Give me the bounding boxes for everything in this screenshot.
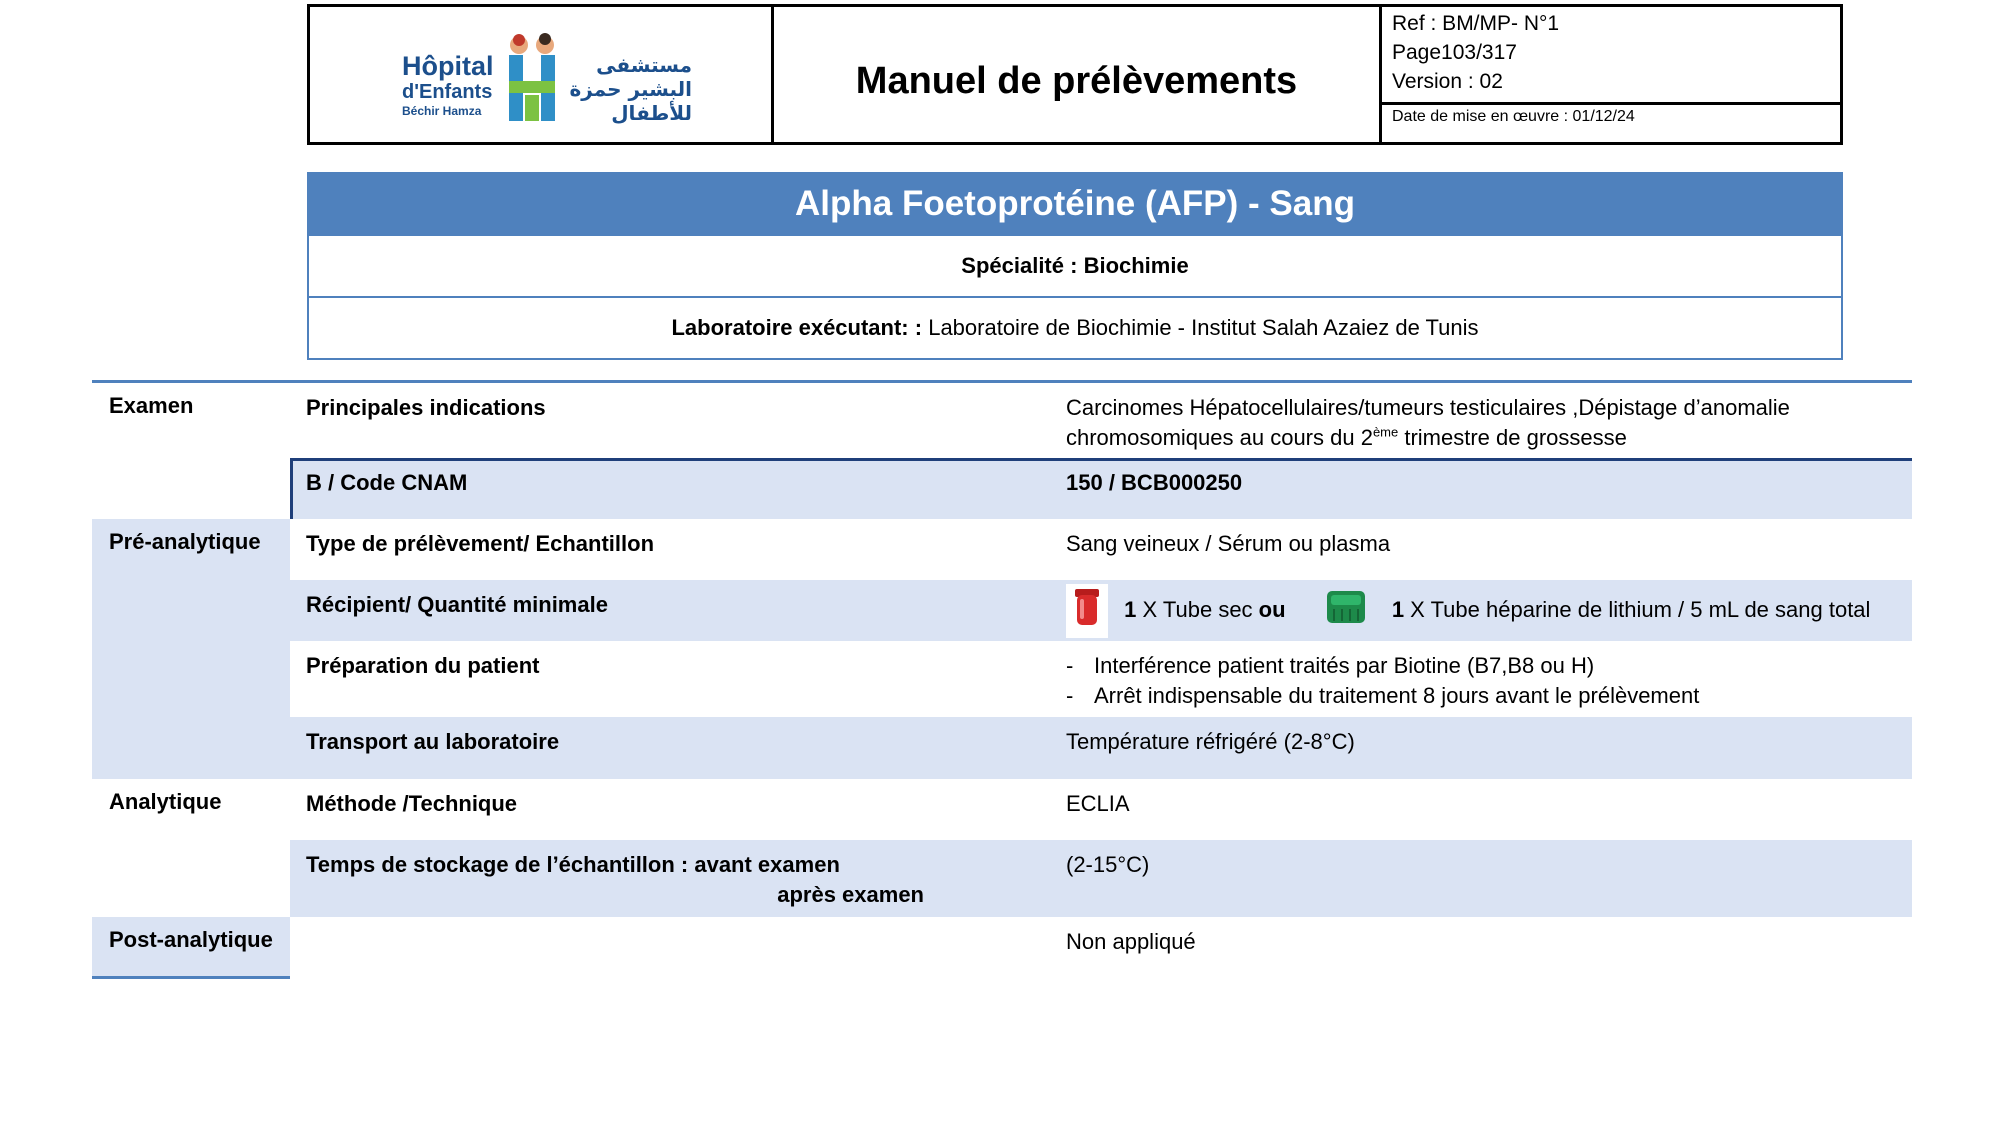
manual-title: Manuel de prélèvements	[774, 7, 1382, 142]
field-value-post: Non appliqué	[1066, 929, 1196, 954]
table-row	[92, 383, 1912, 458]
doc-page-number: Page103/317	[1392, 41, 1517, 64]
table-row	[92, 519, 1912, 580]
test-title: Alpha Foetoprotéine (AFP) - Sang	[309, 174, 1841, 234]
field-value-type: Sang veineux / Sérum ou plasma	[1066, 531, 1391, 556]
logo-french-text	[402, 53, 494, 117]
pre-analytique-group	[92, 519, 1912, 779]
laboratory-row	[309, 296, 1841, 358]
logo-line-1: Hôpital	[402, 51, 494, 81]
table-row	[92, 917, 1912, 979]
table-row	[92, 580, 1912, 641]
logo-arabic-text	[569, 53, 692, 125]
logo-ar-line-2: البشير حمزة	[569, 77, 692, 101]
logo-ar-line-3: للأطفال	[611, 101, 692, 125]
specialty-value: Biochimie	[1083, 253, 1189, 278]
logo-line-2: d'Enfants	[402, 81, 493, 103]
table-row	[92, 641, 1912, 717]
field-label-indications: Principales indications	[306, 395, 546, 420]
field-label-cnam: B / Code CNAM	[306, 470, 468, 495]
category-examen: Examen	[109, 393, 194, 418]
table-row	[92, 717, 1912, 779]
field-label-type: Type de prélèvement/ Echantillon	[306, 531, 655, 556]
field-label-recipient: Récipient/ Quantité minimale	[306, 592, 608, 617]
specimen-table	[92, 380, 1912, 979]
logo-line-3: Béchir Hamza	[402, 104, 482, 118]
category-analytique: Analytique	[109, 789, 222, 814]
field-value-stockage: (2-15°C)	[1066, 852, 1150, 877]
logo-ar-line-1: مستشفى	[596, 53, 692, 77]
category-post-analytique: Post-analytique	[109, 927, 273, 952]
doc-reference: Ref : BM/MP- N°1	[1392, 12, 1560, 35]
document-header	[307, 4, 1843, 145]
specialty-label: Spécialité :	[961, 253, 1078, 278]
document-meta	[1382, 7, 1840, 142]
hospital-logo	[402, 33, 692, 125]
table-row	[92, 458, 1912, 519]
table-row	[92, 779, 1912, 840]
field-label-methode: Méthode /Technique	[306, 791, 518, 816]
hospital-h-emblem-icon	[505, 33, 565, 125]
field-value-preparation	[1066, 651, 1892, 711]
field-value-recipient: 1 X Tube sec ou 1 X Tube héparine de lithium / 5 mL de sang total	[1066, 584, 1892, 638]
field-label-stockage: Temps de stockage de l’échantillon : avant examen après examen	[306, 852, 924, 907]
red-tube-icon	[1066, 584, 1108, 638]
doc-version: Version : 02	[1392, 70, 1503, 93]
field-label-transport: Transport au laboratoire	[306, 729, 560, 754]
laboratory-label: Laboratoire exécutant: :	[671, 315, 923, 340]
laboratory-value: Laboratoire de Biochimie - Institut Salah Azaiez de Tunis	[928, 315, 1479, 340]
logo-cell	[310, 7, 774, 142]
category-pre-analytique: Pré-analytique	[109, 529, 261, 554]
field-value-methode: ECLIA	[1066, 791, 1130, 816]
green-tube-icon	[1326, 589, 1366, 633]
test-title-block	[307, 172, 1843, 360]
field-label-preparation: Préparation du patient	[306, 653, 540, 678]
field-value-indications: Carcinomes Hépatocellulaires/tumeurs testiculaires ,Dépistage d’anomalie chromosomiques au cours du 2ème trimestre de grossesse	[1066, 395, 1790, 450]
doc-date: Date de mise en œuvre : 01/12/24	[1392, 108, 1635, 125]
table-row	[92, 840, 1912, 917]
field-value-transport: Température réfrigéré (2-8°C)	[1066, 729, 1355, 754]
field-value-cnam: 150 / BCB000250	[1066, 470, 1243, 495]
list-item: - Interférence patient traités par Biotine (B7,B8 ou H)	[1066, 651, 1892, 681]
specialty-row	[309, 234, 1841, 296]
list-item: - Arrêt indispensable du traitement 8 jours avant le prélèvement	[1066, 681, 1892, 711]
